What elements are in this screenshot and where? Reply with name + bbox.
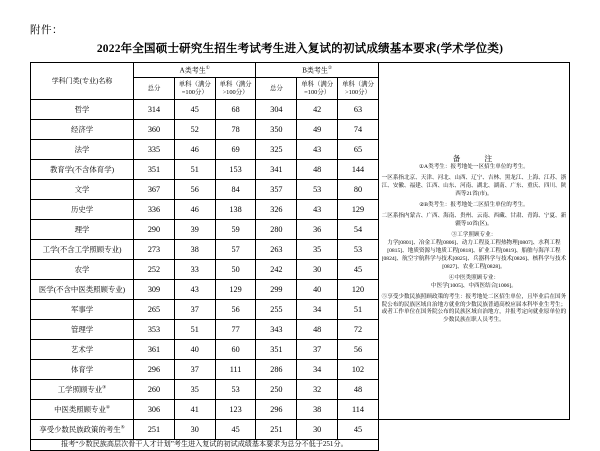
cell-a-s100: 33 bbox=[174, 260, 215, 280]
cell-b-total: 250 bbox=[256, 380, 297, 400]
cell-a-s-over: 56 bbox=[215, 300, 256, 320]
cell-a-total: 335 bbox=[134, 140, 175, 160]
attachment-label: 附件： bbox=[30, 25, 63, 36]
cell-a-s100: 52 bbox=[174, 120, 215, 140]
row-subject bbox=[31, 120, 134, 140]
page-title: 2022年全国硕士研究生招生考试考生进入复试的初试成绩基本要求(学术学位类) bbox=[96, 43, 504, 55]
cell-b-s100: 48 bbox=[297, 160, 338, 180]
row-subject-label: 工学照顾专业 bbox=[57, 385, 103, 394]
remarks-cell bbox=[378, 63, 569, 420]
cell-b-total: 326 bbox=[256, 200, 297, 220]
cell-a-s100: 51 bbox=[174, 160, 215, 180]
row-subject-label: 法学 bbox=[74, 145, 90, 154]
row-subject-label: 教育学(不含体育学) bbox=[50, 165, 115, 174]
cell-b-s100: 43 bbox=[297, 200, 338, 220]
row-subject bbox=[31, 240, 134, 260]
cell-b-total: 299 bbox=[256, 280, 297, 300]
cell-b-s-over: 80 bbox=[338, 180, 379, 200]
cell-b-s100: 30 bbox=[297, 420, 338, 440]
cell-b-s100: 30 bbox=[297, 260, 338, 280]
cell-b-s-over: 45 bbox=[338, 420, 379, 440]
cell-b-total: 255 bbox=[256, 300, 297, 320]
table-footnote-row bbox=[31, 440, 570, 451]
cell-a-s100: 41 bbox=[174, 400, 215, 420]
cell-a-s-over: 60 bbox=[215, 340, 256, 360]
remark-item: 中医学[1005]、中西医结合[1006]。 bbox=[431, 282, 517, 289]
cell-a-s100: 30 bbox=[174, 420, 215, 440]
row-subject bbox=[31, 380, 134, 400]
remark-item: ⑤享受少数民族照顾政策的考生：报考地处二区招生单位，且毕业后在国务院公布的民族区域自治地方就业的少数民族普通高校应届本科毕业生考生；或者工作单位在国务院公布的民族区域自治地方，并报考定向就业原单位的少数民族在职人员考生。 bbox=[381, 293, 567, 324]
row-subject-label: 哲学 bbox=[74, 105, 90, 114]
cell-a-total: 353 bbox=[134, 320, 175, 340]
row-subject-label: 农学 bbox=[74, 265, 90, 274]
row-subject bbox=[31, 220, 134, 240]
cell-b-total: 325 bbox=[256, 140, 297, 160]
cell-b-s100: 34 bbox=[297, 360, 338, 380]
cell-b-total: 242 bbox=[256, 260, 297, 280]
row-subject bbox=[31, 280, 134, 300]
row-subject bbox=[31, 200, 134, 220]
header-b-single-over-100: 单科（满分>100分） bbox=[338, 78, 379, 100]
header-group-a bbox=[134, 63, 256, 78]
cell-b-s100: 40 bbox=[297, 280, 338, 300]
row-subject bbox=[31, 400, 134, 420]
cell-a-s100: 39 bbox=[174, 220, 215, 240]
cell-b-s-over: 56 bbox=[338, 340, 379, 360]
cell-b-s-over: 74 bbox=[338, 120, 379, 140]
cell-b-s-over: 72 bbox=[338, 320, 379, 340]
cell-a-s-over: 50 bbox=[215, 260, 256, 280]
row-subject bbox=[31, 420, 134, 440]
cell-a-s-over: 57 bbox=[215, 240, 256, 260]
row-subject-label: 理学 bbox=[74, 225, 90, 234]
cell-b-s-over: 53 bbox=[338, 240, 379, 260]
cell-b-total: 304 bbox=[256, 100, 297, 120]
cell-b-s100: 36 bbox=[297, 220, 338, 240]
cell-b-s-over: 51 bbox=[338, 300, 379, 320]
row-subject bbox=[31, 340, 134, 360]
row-subject-label: 享受少数民族政策的考生 bbox=[39, 425, 121, 434]
cell-b-s100: 35 bbox=[297, 240, 338, 260]
cell-b-total: 357 bbox=[256, 180, 297, 200]
cell-b-total: 280 bbox=[256, 220, 297, 240]
row-subject bbox=[31, 100, 134, 120]
cell-a-s-over: 123 bbox=[215, 400, 256, 420]
table-row bbox=[31, 420, 570, 440]
cell-a-total: 265 bbox=[134, 300, 175, 320]
cell-a-total: 306 bbox=[134, 400, 175, 420]
footnote-text: 报考“少数民族高层次骨干人才计划”考生进入复试的初试成绩基本要求为总分不低于251分。 bbox=[31, 440, 379, 451]
cell-a-s100: 46 bbox=[174, 200, 215, 220]
row-subject-label: 文学 bbox=[74, 185, 90, 194]
cell-b-s100: 43 bbox=[297, 140, 338, 160]
cell-a-s-over: 111 bbox=[215, 360, 256, 380]
cell-b-s-over: 54 bbox=[338, 220, 379, 240]
cell-b-total: 263 bbox=[256, 240, 297, 260]
score-requirements-table bbox=[30, 62, 570, 451]
cell-b-total: 341 bbox=[256, 160, 297, 180]
cell-b-total: 251 bbox=[256, 420, 297, 440]
cell-a-s-over: 68 bbox=[215, 100, 256, 120]
cell-b-s-over: 102 bbox=[338, 360, 379, 380]
row-subject-superscript: ⑤ bbox=[120, 424, 125, 430]
cell-b-total: 286 bbox=[256, 360, 297, 380]
cell-a-s-over: 138 bbox=[215, 200, 256, 220]
cell-a-s-over: 77 bbox=[215, 320, 256, 340]
cell-a-total: 336 bbox=[134, 200, 175, 220]
cell-a-total: 296 bbox=[134, 360, 175, 380]
row-subject bbox=[31, 300, 134, 320]
cell-a-total: 361 bbox=[134, 340, 175, 360]
row-subject bbox=[31, 260, 134, 280]
header-a-total: 总分 bbox=[134, 78, 175, 100]
cell-b-total: 351 bbox=[256, 340, 297, 360]
remarks-header: 备 注 bbox=[452, 153, 496, 163]
cell-a-s100: 46 bbox=[174, 140, 215, 160]
remark-item: ④中医类照顾专业： bbox=[448, 274, 500, 281]
header-group-a-superscript: ① bbox=[205, 64, 210, 70]
row-subject-label: 军事学 bbox=[70, 305, 94, 314]
header-a-single-100: 单科（满分=100分） bbox=[174, 78, 215, 100]
cell-b-total: 296 bbox=[256, 400, 297, 420]
row-subject bbox=[31, 320, 134, 340]
cell-b-s-over: 63 bbox=[338, 100, 379, 120]
cell-b-s100: 38 bbox=[297, 400, 338, 420]
cell-b-s100: 32 bbox=[297, 380, 338, 400]
cell-a-s-over: 78 bbox=[215, 120, 256, 140]
cell-a-s100: 38 bbox=[174, 240, 215, 260]
row-subject bbox=[31, 160, 134, 180]
cell-a-s-over: 129 bbox=[215, 280, 256, 300]
header-b-total: 总分 bbox=[256, 78, 297, 100]
row-subject bbox=[31, 360, 134, 380]
remark-item: ①A类考生：报考地处一区招生单位的考生。 bbox=[419, 164, 529, 171]
header-subject-label: 学科门类(专业)名称 bbox=[51, 77, 113, 85]
cell-b-s-over: 120 bbox=[338, 280, 379, 300]
cell-a-s100: 35 bbox=[174, 380, 215, 400]
cell-a-total: 367 bbox=[134, 180, 175, 200]
remark-item: 一区系指北京、天津、河北、山西、辽宁、吉林、黑龙江、上海、江苏、浙江、安徽、福建、江西、山东、河南、湖北、湖南、广东、重庆、四川、陕西等21省(市)。 bbox=[381, 175, 567, 198]
cell-a-s100: 37 bbox=[174, 360, 215, 380]
cell-b-s100: 34 bbox=[297, 300, 338, 320]
row-subject-superscript: ③ bbox=[102, 384, 107, 390]
row-subject-label: 中医类照顾专业 bbox=[54, 405, 106, 414]
cell-a-s-over: 153 bbox=[215, 160, 256, 180]
cell-a-total: 351 bbox=[134, 160, 175, 180]
cell-a-s-over: 69 bbox=[215, 140, 256, 160]
row-subject bbox=[31, 180, 134, 200]
row-subject-label: 历史学 bbox=[70, 205, 94, 214]
cell-a-s-over: 59 bbox=[215, 220, 256, 240]
cell-b-s-over: 45 bbox=[338, 260, 379, 280]
row-subject-label: 经济学 bbox=[70, 125, 94, 134]
row-subject-label: 管理学 bbox=[70, 325, 94, 334]
cell-a-total: 360 bbox=[134, 120, 175, 140]
cell-b-s-over: 65 bbox=[338, 140, 379, 160]
header-a-single-over-100: 单科（满分>100分） bbox=[215, 78, 256, 100]
cell-b-total: 350 bbox=[256, 120, 297, 140]
cell-b-s100: 48 bbox=[297, 320, 338, 340]
cell-a-s100: 56 bbox=[174, 180, 215, 200]
cell-a-total: 290 bbox=[134, 220, 175, 240]
row-subject-label: 医学(不含中医类照顾专业) bbox=[38, 285, 126, 294]
cell-a-s100: 43 bbox=[174, 280, 215, 300]
cell-a-s-over: 45 bbox=[215, 420, 256, 440]
header-group-b-label: B类考生 bbox=[302, 66, 328, 75]
cell-a-total: 314 bbox=[134, 100, 175, 120]
cell-a-s-over: 53 bbox=[215, 380, 256, 400]
cell-a-s-over: 84 bbox=[215, 180, 256, 200]
cell-b-s-over: 129 bbox=[338, 200, 379, 220]
header-group-b-superscript: ② bbox=[327, 64, 333, 70]
cell-b-s100: 42 bbox=[297, 100, 338, 120]
cell-a-total: 252 bbox=[134, 260, 175, 280]
row-subject-label: 艺术学 bbox=[70, 345, 94, 354]
header-group-b bbox=[256, 63, 378, 78]
cell-a-total: 260 bbox=[134, 380, 175, 400]
header-b-single-100: 单科（满分=100分） bbox=[297, 78, 338, 100]
cell-b-s-over: 48 bbox=[338, 380, 379, 400]
cell-a-total: 273 bbox=[134, 240, 175, 260]
row-subject-superscript: ④ bbox=[105, 404, 110, 410]
remark-item: ②B类考生：报考地处二区招生单位的考生。 bbox=[419, 202, 529, 209]
cell-a-total: 251 bbox=[134, 420, 175, 440]
remark-item: 力学[0801]、冶金工程[0806]、动力工程及工程热物理[0807]、水利工程[0815]、地质资源与地质工程[0818]、矿业工程[0819]、船舶与海洋工程[0824]、航空宇航科学与技术[0825]、兵器科学与技术[0826]、核科学与技术[0827]、农业工程[0828]。 bbox=[381, 239, 567, 270]
table-header-group-row bbox=[31, 63, 570, 78]
row-subject-label: 体育学 bbox=[70, 365, 94, 374]
row-subject-label: 工学(不含工学照顾专业) bbox=[42, 245, 122, 254]
cell-b-s100: 53 bbox=[297, 180, 338, 200]
cell-b-total: 343 bbox=[256, 320, 297, 340]
remark-item: 二区系指内蒙古、广西、海南、贵州、云南、西藏、甘肃、青海、宁夏、新疆等10省(区)。 bbox=[381, 213, 567, 228]
cell-a-total: 309 bbox=[134, 280, 175, 300]
remark-item: ③工学照顾专业： bbox=[451, 232, 497, 239]
cell-b-s100: 49 bbox=[297, 120, 338, 140]
cell-b-s-over: 114 bbox=[338, 400, 379, 420]
cell-a-s100: 37 bbox=[174, 300, 215, 320]
header-group-a-label: A类考生 bbox=[179, 66, 206, 75]
cell-a-s100: 51 bbox=[174, 320, 215, 340]
cell-a-s100: 45 bbox=[174, 100, 215, 120]
header-subject bbox=[31, 63, 134, 100]
cell-b-s-over: 144 bbox=[338, 160, 379, 180]
cell-a-s100: 40 bbox=[174, 340, 215, 360]
row-subject bbox=[31, 140, 134, 160]
cell-b-s100: 37 bbox=[297, 340, 338, 360]
